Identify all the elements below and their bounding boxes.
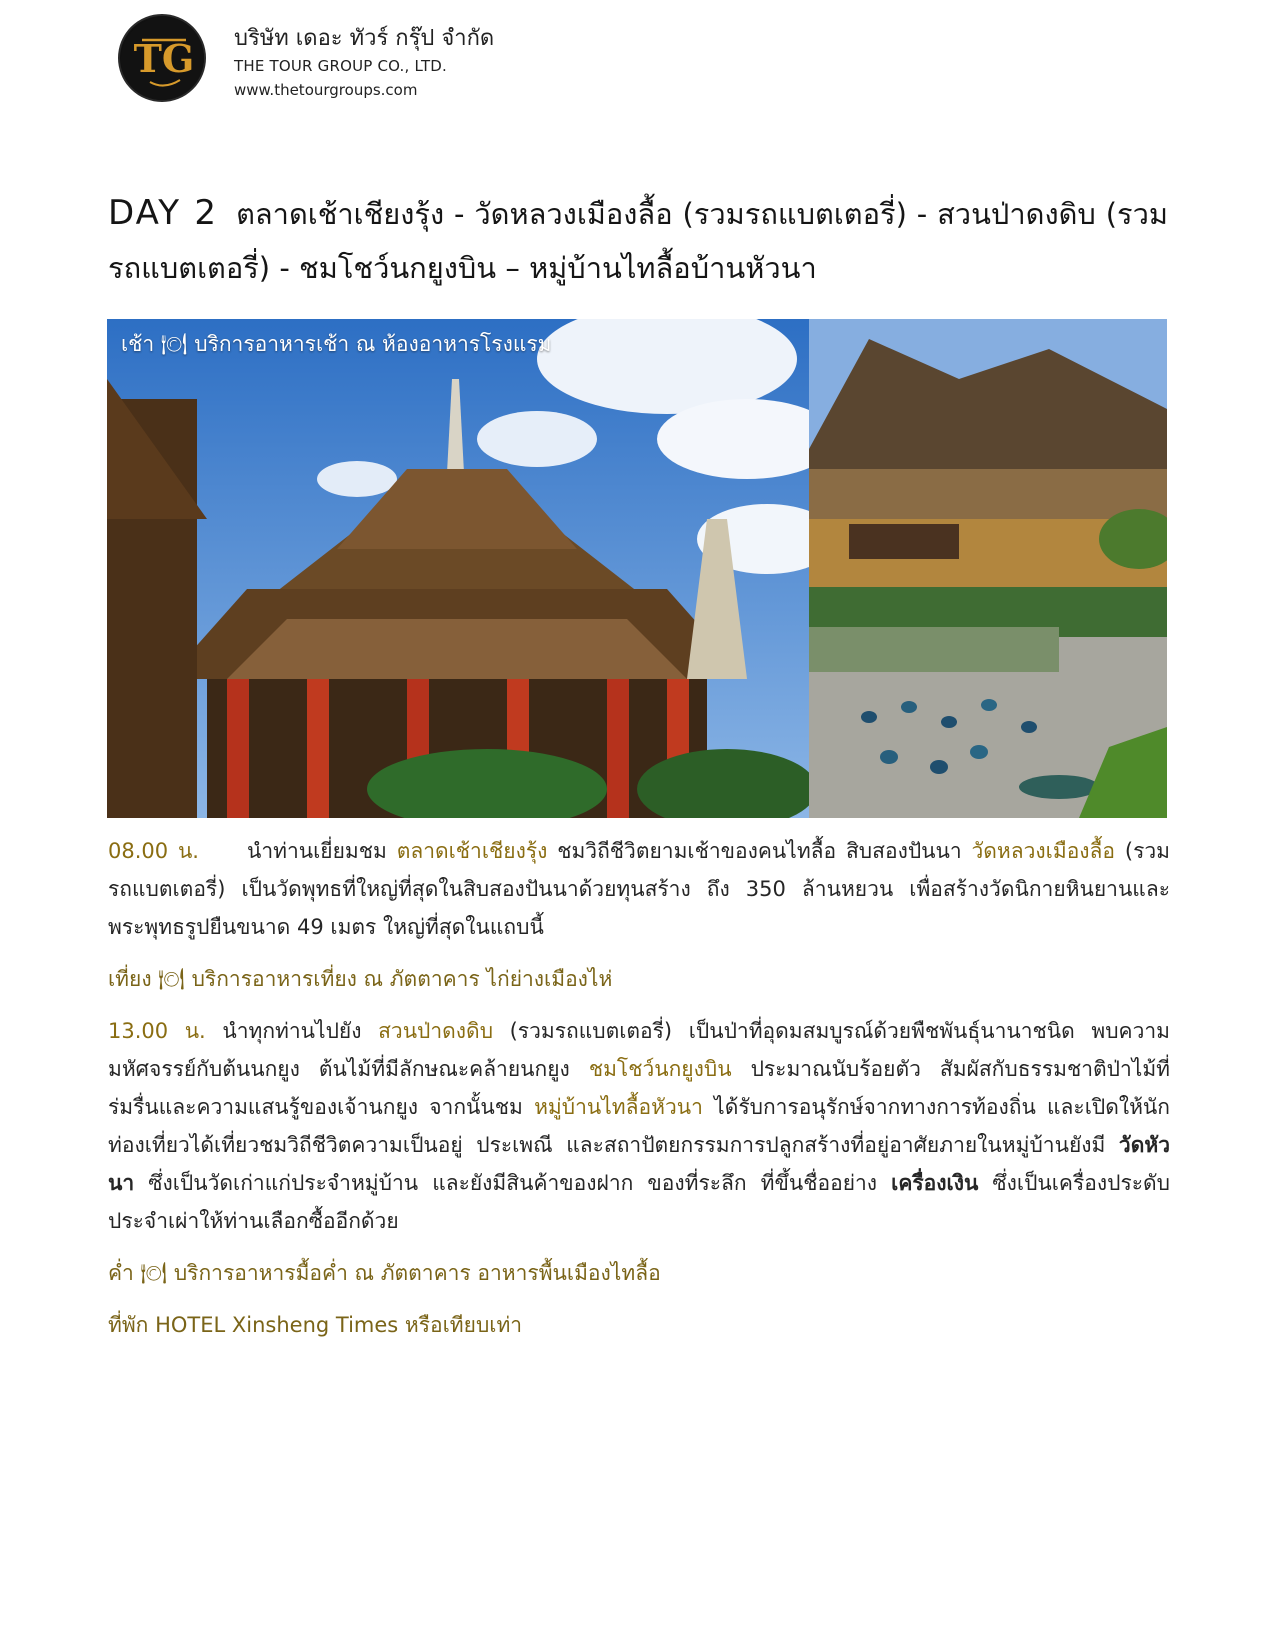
- company-header: [118, 14, 718, 104]
- day-route: ตลาดเช้าเชียงรุ้ง - วัดหลวงเมืองลื้อ (รวมรถแบตเตอรี่) - สวนป่าดงดิบ (รวมรถแบตเตอรี่) - ชมโชว์นกยูงบิน – หมู่บ้านไทลื้อบ้านหัวนา: [108, 197, 1169, 285]
- logo-letters: TG: [133, 36, 195, 81]
- text-segment: (รวมรถแบตเตอรี่) เป็นป่าที่อุดมสมบูรณ์ด้วยพืชพันธุ์นานาชนิด พบความมหัศจรรย์กับต้นนกยูง ต้นไม้ที่มีลักษณะคล้ายนกยูง: [108, 1019, 1171, 1081]
- highlight-temple: วัดหลวงเมืองลื้อ: [971, 839, 1116, 863]
- time-0800: 08.00 น.: [108, 839, 199, 863]
- highlight-forest-park: สวนป่าดงดิบ: [378, 1019, 494, 1043]
- text-segment: ซึ่งเป็นวัดเก่าแก่ประจำหมู่บ้าน และยังมีสินค้าของฝาก ของที่ระลึก ที่ขึ้นชื่ออย่าง: [134, 1171, 892, 1195]
- dinner-line: ค่ำ 🍽 บริการอาหารมื้อค่ำ ณ ภัตตาคาร อาหารพื้นเมืองไทลื้อ: [108, 1261, 661, 1285]
- text-segment: ชมวิถีชีวิตยามเช้าของคนไทลื้อ สิบสองปันนา: [547, 839, 972, 863]
- text-segment: ประมาณนับร้อยตัว สัมผัสกับธรรมชาติป่าไม้ที่ร่มรื่นและความแสนรู้ของเจ้านกยูง จากนั้นชม: [108, 1057, 1170, 1119]
- text-segment: ซึ่งเป็นเครื่องประดับประจำเผ่าให้ท่านเลือกซื้ออีกด้วย: [108, 1171, 1170, 1233]
- hotel-line: ที่พัก HOTEL Xinsheng Times หรือเทียบเท่า: [108, 1313, 523, 1337]
- peacock-park-photo: [809, 587, 1167, 818]
- company-name-en: THE TOUR GROUP CO., LTD.: [234, 57, 448, 75]
- wooden-house-photo: [809, 319, 1167, 587]
- highlight-morning-market: ตลาดเช้าเชียงรุ้ง: [396, 839, 548, 863]
- temple-photo: [107, 319, 809, 818]
- highlight-peacock-show: ชมโชว์นกยูงบิน: [588, 1057, 732, 1081]
- highlight-huana-temple: วัดหัวนา: [108, 1133, 1170, 1195]
- breakfast-caption: เช้า 🍽 บริการอาหารเช้า ณ ห้องอาหารโรงแรม: [121, 332, 552, 356]
- day-label: DAY 2: [108, 193, 219, 233]
- text-segment: (รวมรถแบตเตอรี่) เป็นวัดพุทธที่ใหญ่ที่สุดในสิบสองปันนาด้วยทุนสร้าง ถึง 350 ล้านหยวน เพื่อสร้างวัดนิกายหินยานและพระพุทธรูปยืนขนาด 49 เมตร ใหญ่ที่สุดในแถบนี้: [108, 839, 1170, 939]
- highlight-village: หมู่บ้านไทลื้อหัวนา: [534, 1095, 703, 1119]
- day-title: [108, 186, 1168, 295]
- company-website[interactable]: www.thetourgroups.com: [234, 81, 418, 99]
- company-logo: [118, 14, 206, 102]
- text-segment: นำทุกท่านไปยัง: [205, 1019, 379, 1043]
- photo-collage: [107, 319, 1167, 818]
- text-segment: นำท่านเยี่ยมชม: [246, 839, 397, 863]
- itinerary-content: [108, 832, 1170, 1358]
- morning-paragraph: [108, 832, 1170, 946]
- company-info: [234, 24, 494, 102]
- lunch-line: เที่ยง 🍽 บริการอาหารเที่ยง ณ ภัตตาคาร ไก่ย่างเมืองไห่: [108, 967, 613, 991]
- time-1300: 13.00 น.: [108, 1019, 206, 1043]
- text-segment: ได้รับการอนุรักษ์จากทางการท้องถิ่น และเปิดให้นักท่องเที่ยวได้เที่ยวชมวิถีชีวิตความเป็นอยู่ ประเพณี และสถาปัตยกรรมการปลูกสร้างที่อยู่อาศัยภายในหมู่บ้านยังมี: [108, 1095, 1171, 1157]
- afternoon-paragraph: [108, 1012, 1170, 1240]
- company-name-th: บริษัท เดอะ ทัวร์ กรุ๊ป จำกัด: [234, 26, 495, 51]
- highlight-silverware: เครื่องเงิน: [891, 1171, 979, 1195]
